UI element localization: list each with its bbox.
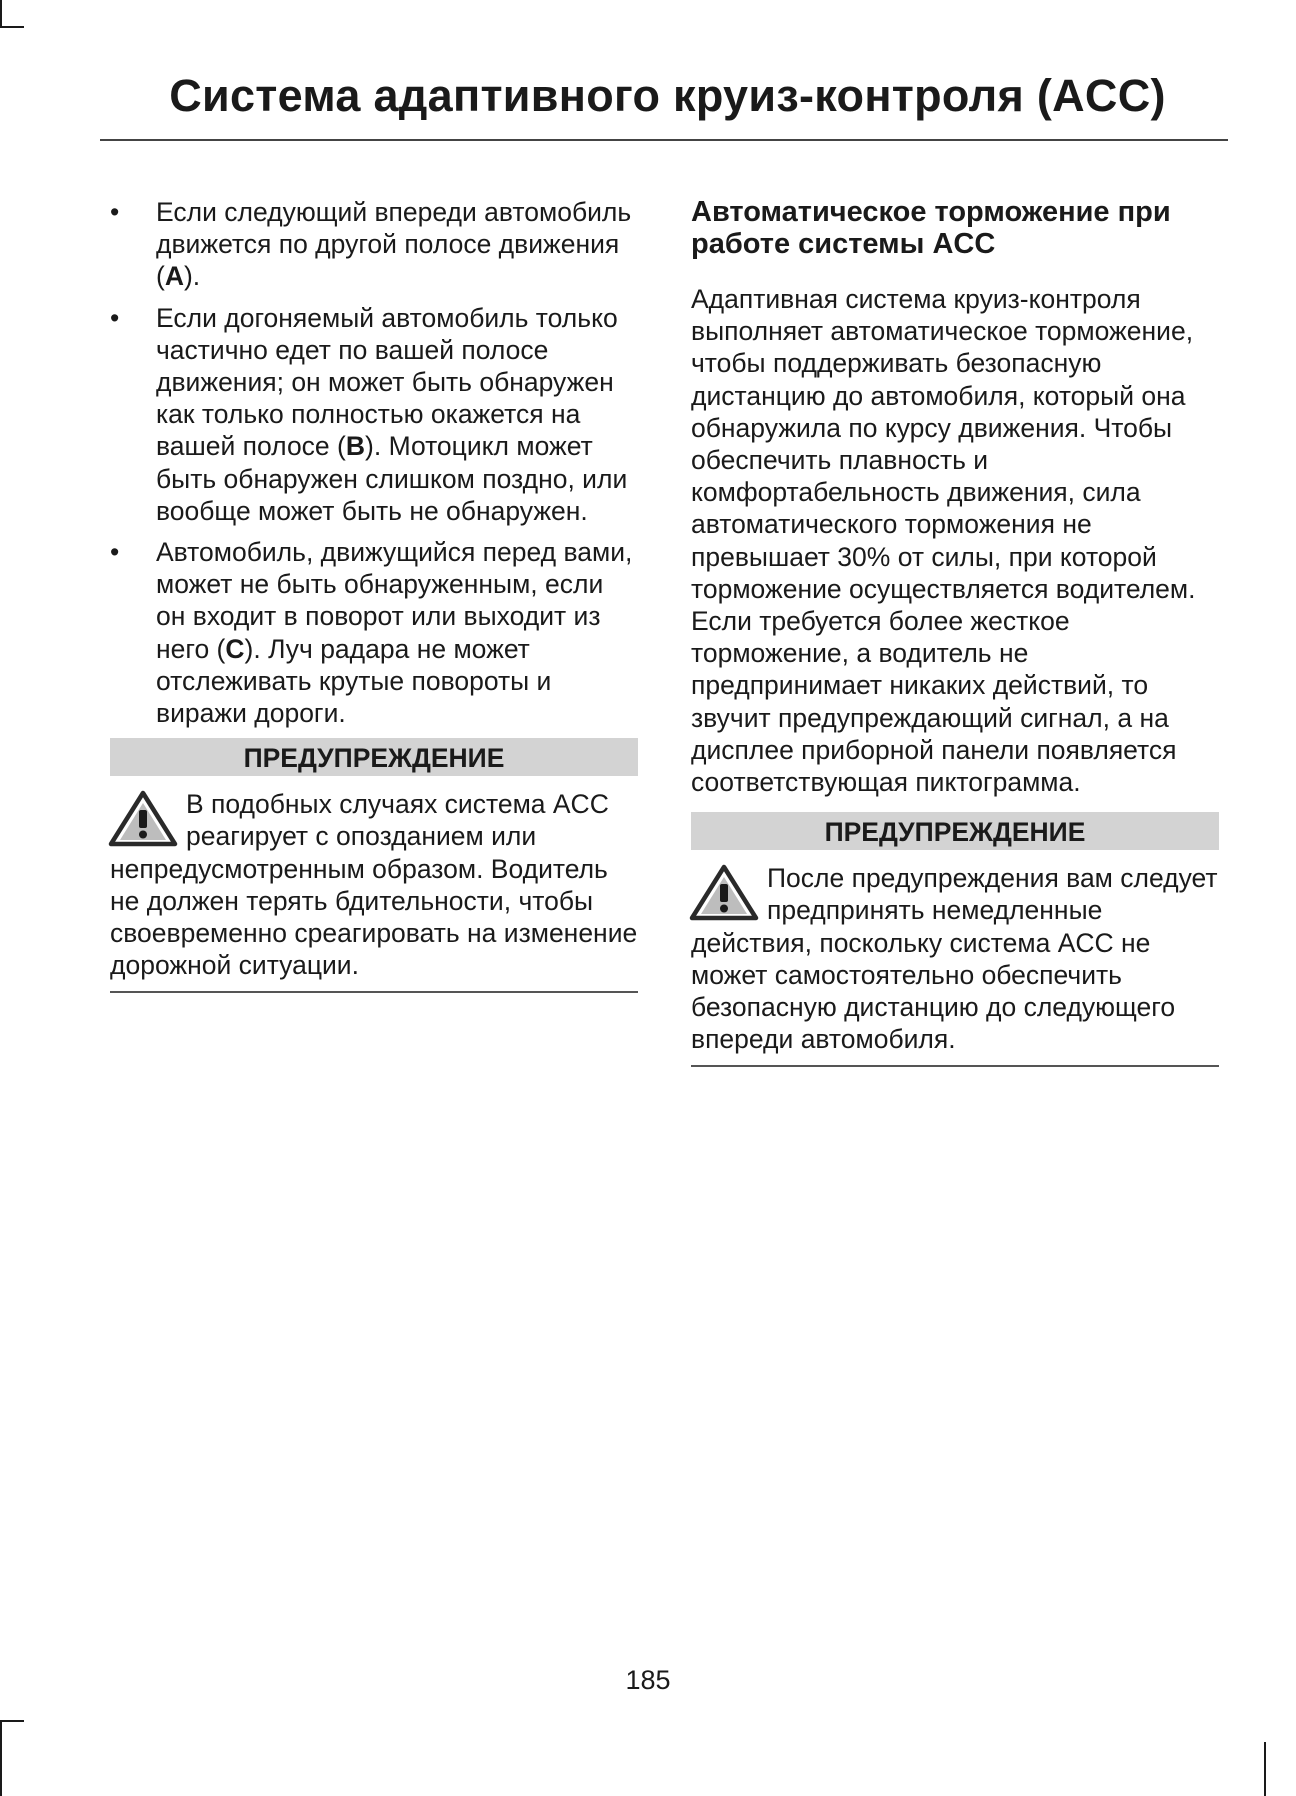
crop-mark-bottom-left-v <box>0 1720 2 1796</box>
bullet-marker: B <box>345 431 366 462</box>
crop-mark-top-left-v <box>0 0 2 28</box>
title-divider <box>100 139 1228 141</box>
warning-triangle-icon <box>689 864 759 922</box>
warning-box <box>110 788 638 981</box>
warning-triangle-icon <box>108 790 178 848</box>
bullet-text-end: ). Луч радара не может отслеживать крутые повороты и виражи дороги. <box>156 633 552 729</box>
bullet-list <box>110 196 638 729</box>
page-title: Система адаптивного круиз-контроля (ACC) <box>169 70 1166 121</box>
section-paragraph: Адаптивная система круиз-контроля выполняет автоматическое торможение, чтобы поддерживать безопасную дистанцию до автомобиля, который она обнаружила по курсу движения. Чтобы обеспечить плавность и комфортабельность движения, сила автоматического торможения не превышает 30% от силы, при которой торможение осуществляется водителем. Если требуется более жесткое торможение, а водитель не предпринимает никаких действий, то звучит предупреждающий сигнал, а на дисплее приборной панели появляется соответствующая пиктограмма. <box>691 284 1196 798</box>
list-item <box>110 302 638 527</box>
warning-divider <box>110 991 638 993</box>
bullet-marker: A <box>164 261 184 292</box>
bullet-marker: C <box>225 633 245 664</box>
left-column <box>110 196 638 993</box>
bullet-dot: • <box>110 302 120 333</box>
bullet-text: Если следующий впереди автомобиль движется по другой полосе движения ( <box>156 197 632 292</box>
bullet-text: Если догоняемый автомобиль только частично едет по вашей полосе движения; он может быть обнаружен как только полностью окажется на вашей полосе ( <box>156 302 618 462</box>
bullet-dot: • <box>110 197 120 227</box>
right-column <box>691 196 1219 1067</box>
warning-text: После предупреждения вам следует предпринять немедленные действия, поскольку система ACC не может самостоятельно обеспечить безопасную дистанцию до следующего впереди автомобиля. <box>691 863 1218 1055</box>
warning-box <box>691 862 1219 1055</box>
list-item <box>110 536 638 729</box>
page-number: 185 <box>625 1665 671 1695</box>
warning-divider <box>691 1065 1219 1067</box>
crop-mark-top-left-h <box>0 26 24 28</box>
crop-mark-bottom-right-v <box>1264 1742 1266 1796</box>
crop-mark-bottom-left-h <box>0 1720 24 1722</box>
warning-heading: ПРЕДУПРЕЖДЕНИЕ <box>110 738 638 776</box>
bullet-text-end: ). Мотоцикл может быть обнаружен слишком поздно, или вообще может быть не обнаружен. <box>156 431 628 526</box>
bullet-text-end: ). <box>183 261 201 292</box>
section-heading: Автоматическое торможение при работе системы ACC <box>691 196 1171 260</box>
warning-heading: ПРЕДУПРЕЖДЕНИЕ <box>691 812 1219 850</box>
bullet-dot: • <box>110 537 120 568</box>
bullet-text: Автомобиль, движущийся перед вами, может не быть обнаруженным, если он входит в поворот или выходит из него ( <box>156 537 633 664</box>
list-item <box>110 196 638 293</box>
warning-text: В подобных случаях система ACC реагирует с опозданием или непредусмотренным образом. Водитель не должен терять бдительности, чтобы своевременно среагировать на изменение дорожной ситуации. <box>110 789 638 981</box>
